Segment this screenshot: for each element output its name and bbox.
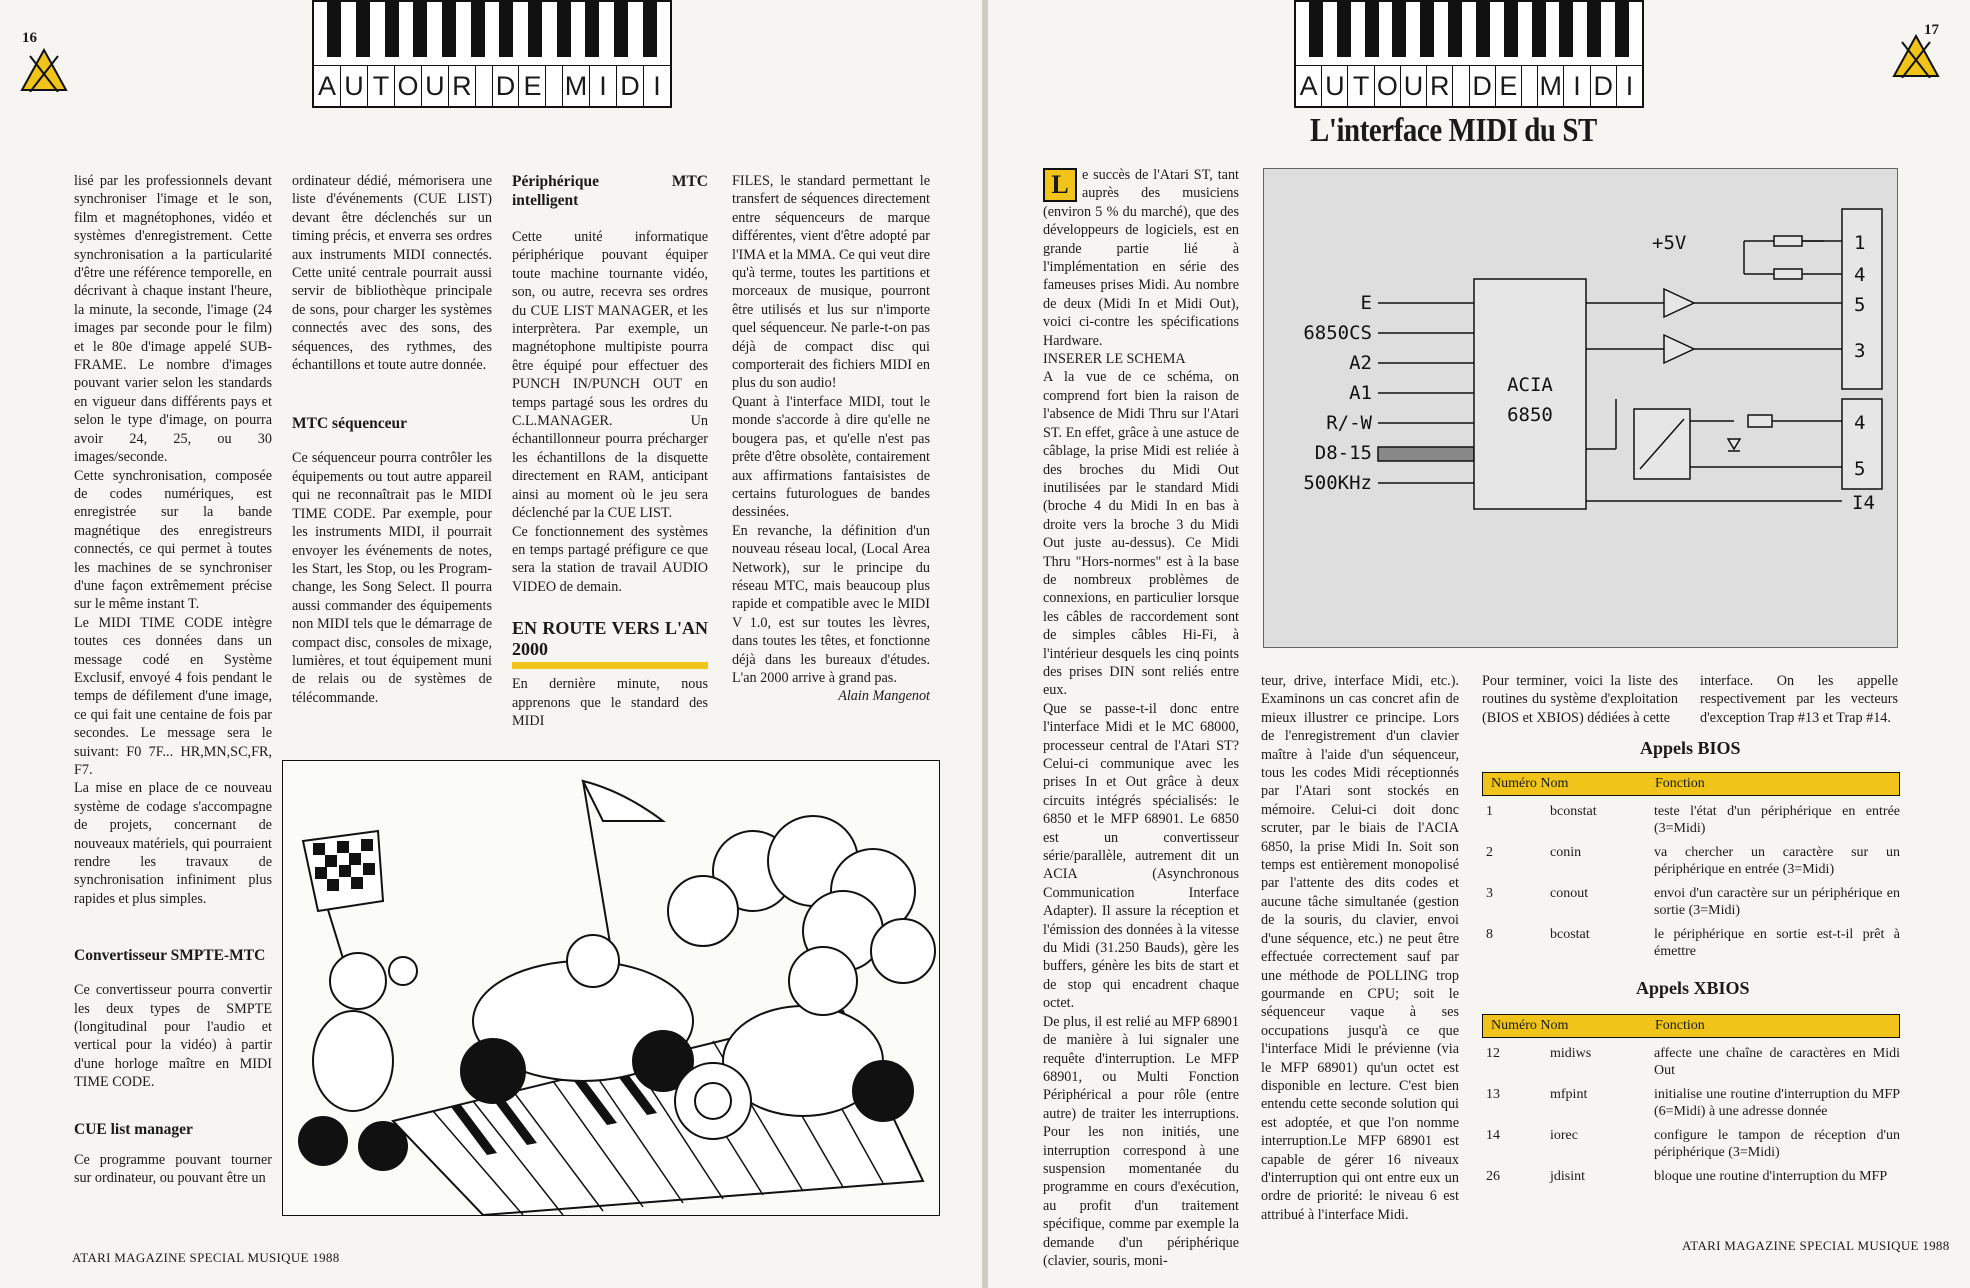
left-page — [0, 0, 982, 1288]
banner-letter: A — [314, 66, 341, 106]
banner-letter — [476, 66, 493, 106]
table-row — [1482, 844, 1900, 878]
bios-table — [1482, 772, 1900, 960]
header-fonction: Fonction — [1655, 776, 1705, 791]
article-column-2 — [292, 172, 492, 707]
banner-letter — [1522, 66, 1538, 106]
banner-letter: M — [1538, 66, 1564, 106]
banner-letter: O — [1375, 66, 1401, 106]
irq-label: I4 — [1852, 492, 1875, 514]
cell-fonction: bloque une routine d'interruption du MFP — [1654, 1169, 1888, 1184]
paragraph: Pour terminer, voici la liste des routines du système d'exploitation (BIOS et XBIOS) dédiées à cette — [1482, 673, 1678, 726]
banner-letter: R — [1427, 66, 1453, 106]
banner-letter: I — [590, 66, 617, 106]
triangle-logo-icon — [20, 48, 68, 92]
banner-letter: U — [1322, 66, 1348, 106]
banner-letter: T — [1348, 66, 1374, 106]
paragraph: En dernière minute, nous apprenons que le standard des MIDI — [512, 676, 708, 729]
paragraph: En revanche, la définition d'un nouveau réseau local, (Local Area Network), sur le principe du réseau MTC, mais beaucoup plus rapide et compatible avec le MIDI V 1.0, est sur toutes les lèvres, dans toutes les têtes, et fonctionne déjà dans les bureaux d'études. L'an 2000 arrive à grand pas. — [732, 522, 930, 686]
table-header — [1482, 772, 1900, 796]
header-num-nom: Numéro Nom — [1491, 776, 1569, 791]
subheading-peripherique: Périphérique MTC intelligent — [512, 173, 708, 209]
banner-letter: M — [563, 66, 590, 106]
signal-label: A1 — [1349, 382, 1372, 404]
out-pin-label: 3 — [1854, 340, 1866, 362]
header-fonction: Fonction — [1655, 1018, 1705, 1033]
cell-fonction: va chercher un caractère sur un périphérique en entrée (3=Midi) — [1654, 845, 1900, 877]
table-row — [1482, 1168, 1900, 1185]
chip-label: ACIA — [1507, 374, 1553, 396]
cell-num: 2 — [1486, 845, 1493, 860]
cell-num: 3 — [1486, 886, 1493, 901]
table-row — [1482, 1045, 1900, 1079]
cell-nom: bconstat — [1550, 804, 1597, 819]
paragraph: lisé par les professionnels devant synchroniser l'image et le son, film et magnétophones, vidéo et systèmes d'enregistrement. Cette synchronisation a la particularité d'être une référence temporelle, en décrivant à chaque instant l'heure, la minute, la seconde, l'image (24 images par seconde pour le film) et le 80e d'image appelé SUB-FRAME. Le nombre d'images pouvant varier selon les standards en vigueur dans différents pays et selon le type d'image, on pourra avoir 24, 25, ou 30 images/seconde. — [74, 173, 272, 466]
article-column-1 — [1043, 166, 1239, 1270]
cell-fonction: initialise une routine d'interruption du MFP (6=Midi) à une adresse donnée — [1654, 1087, 1900, 1119]
chip-label: 6850 — [1507, 404, 1553, 426]
banner-letter: A — [1296, 66, 1322, 106]
paragraph: La mise en place de ce nouveau système de codage s'accompagne de projets, concernant de nouveaux matériels, qui pourraient rendre les travaux de synchronisation infiniment plus rapides et plus simples. — [74, 780, 272, 907]
table-row — [1482, 803, 1900, 837]
signal-label: A2 — [1349, 352, 1372, 374]
signal-label: R/-W — [1326, 412, 1372, 434]
banner-letter: E — [519, 66, 546, 106]
article-title: L'interface MIDI du ST — [1310, 112, 1597, 149]
paragraph — [1043, 166, 1239, 350]
banner-letter: U — [341, 66, 368, 106]
banner-letter: R — [449, 66, 476, 106]
yellow-rule — [512, 662, 708, 669]
piano-keys-icon — [314, 2, 670, 57]
signal-label: D8-15 — [1314, 442, 1372, 464]
banner-letter: O — [395, 66, 422, 106]
paragraph: De plus, il est relié au MFP 68901 de manière à lui signaler une requête d'interruption. Le MFP 68901, ou Multi Fonction Périphérical a pour rôle (entre autre) de traiter les interruptions. Pour les non initiés, une interruption correspond à une suspension momentanée du programme en cours d'exécution, au profit d'un traitement spécifique, comme par exemple la demande d'un périphérique (clavier, souris, moni- — [1043, 1013, 1239, 1269]
midi-interface-schematic — [1263, 168, 1898, 648]
cell-nom: iorec — [1550, 1128, 1578, 1143]
cell-nom: jdisint — [1550, 1169, 1586, 1184]
cell-fonction: envoi d'un caractère sur un périphérique en sortie (3=Midi) — [1654, 886, 1900, 918]
cell-nom: bcostat — [1550, 927, 1590, 942]
cartoon-racers-icon — [283, 761, 939, 1215]
paragraph: interface. On les appelle respectivement par les vecteurs d'exception Trap #13 et Trap #14. — [1700, 673, 1898, 726]
banner-letter: D — [493, 66, 520, 106]
out-pin-label: 1 — [1854, 232, 1866, 254]
in-pin-label: 4 — [1854, 412, 1866, 434]
triangle-logo-icon — [1892, 34, 1940, 78]
paragraph: Le MIDI TIME CODE intègre toutes ces données dans un message codé en Système Exclusif, envoyé 4 fois pendant le temps de défilement d'une image, ce qui fait une centaine de fois par secondes. Le message sera le suivant: F0 7F... HR,MN,SC,FR, F7. — [74, 614, 272, 778]
banner-letter — [1453, 66, 1469, 106]
table-row — [1482, 885, 1900, 919]
paragraph: Ce programme pouvant tourner sur ordinateur, ou pouvant être un — [74, 1151, 272, 1187]
banner-letter: D — [617, 66, 644, 106]
bios-table-title: Appels BIOS — [1640, 738, 1741, 758]
cell-num: 12 — [1486, 1046, 1500, 1061]
article-column-2 — [1261, 672, 1459, 1224]
in-pin-label: 5 — [1854, 458, 1866, 480]
insert-note: INSERER LE SCHEMA — [1043, 351, 1186, 368]
piano-keys-icon — [1296, 2, 1642, 57]
banner-letter: T — [368, 66, 395, 106]
out-pin-label: 5 — [1854, 294, 1866, 316]
banner-letter: D — [1591, 66, 1617, 106]
cell-fonction: configure le tampon de réception d'un périphérique (3=Midi) — [1654, 1128, 1900, 1160]
cell-num: 8 — [1486, 927, 1493, 942]
xbios-table — [1482, 1014, 1900, 1185]
paragraph: Ce convertisseur pourra convertir les deux types de SMPTE (longitudinal pour l'audio et vertical pour la vidéo) à partir d'une horloge maître en MIDI TIME CODE. — [74, 982, 272, 1091]
autour-de-midi-banner — [1294, 0, 1644, 108]
article-column-3 — [512, 172, 708, 730]
paragraph: Que se passe-t-il donc entre l'interface Midi et le MC 68000, processeur central de l'Atari ST? Celui-ci communique avec les prises In et Out grâce à deux circuits intégrés spécialisés: le 6850 et le MFP 68901. Le 6850 est un convertisseur série/parallèle, autrement dit un ACIA (Asynchronous Communication Interface Adapter). Il assure la réception et l'émission des données à la vitesse du Midi (31.250 Bauds), gère les buffers, génère les bits de start et de stop qui encadrent chaque octet. — [1043, 700, 1239, 1012]
paragraph: Cette synchronisation, composée de codes numériques, est enregistrée sur la bande magnétique des enregistreurs connectés, ce qui permet à toutes les machines de se synchroniser d'une façon extrêmement précise sur le même instant T. — [74, 467, 272, 613]
author-signature: Alain Mangenot — [838, 688, 930, 705]
cell-fonction: affecte une chaîne de caractères en Midi Out — [1654, 1046, 1900, 1078]
paragraph: Ce séquenceur pourra contrôler les équipements ou tout autre appareil qui ne reconnaîtrait pas le MIDI TIME CODE. Par exemple, pour les instruments MIDI, il pourrait envoyer les événements de notes, les Start, les Stop, ou les Program-change, les Song Select. Il pourra aussi commander des équipements non MIDI tels que le démarrage de compact disc, consoles de mixage, lumières, et tout équipement muni de relais ou de systèmes de télécommande. — [292, 450, 492, 706]
cell-nom: conout — [1550, 886, 1589, 901]
table-row — [1482, 1127, 1900, 1161]
banner-letter: D — [1470, 66, 1496, 106]
cell-nom: midiws — [1550, 1046, 1592, 1061]
schematic-diagram — [1264, 169, 1897, 647]
paragraph-text: e succès de l'Atari ST, tant auprès des musiciens (environ 5 % du marché), que des développeurs de logiciels, est en grande partie lié à l'implémentation en série des fameuses prises Midi. Au nombre de deux (Midi In et Midi Out), voici ci-contre les spécifications Hardware. — [1043, 167, 1239, 349]
xbios-table-title: Appels XBIOS — [1636, 978, 1750, 998]
signal-label: 6850CS — [1303, 322, 1372, 344]
cell-num: 26 — [1486, 1169, 1500, 1184]
article-column-4 — [732, 172, 930, 706]
cartoon-illustration — [282, 760, 940, 1216]
table-row — [1482, 926, 1900, 960]
cell-nom: mfpint — [1550, 1087, 1588, 1102]
signal-label: 500KHz — [1303, 472, 1372, 494]
paragraph: Cette unité informatique périphérique pouvant équiper toute machine tournante vidéo, son, ou autre, recevra ses ordres du CUE LIST MANAGER, et les interprètera. Par exemple, un magnétophone multipiste pourra être équipé pour effectuer des PUNCH IN/PUNCH OUT en temps partagé sous les ordres du C.L.MANAGER. Un échantillonneur pourra précharger les échantillons de la disquette directement en RAM, anticipant ainsi au moment où le jeu sera déclenché par la CUE LIST. — [512, 229, 708, 522]
drop-cap: L — [1043, 168, 1077, 202]
supply-label: +5V — [1652, 232, 1687, 254]
header-num-nom: Numéro Nom — [1491, 1018, 1569, 1033]
banner-letter: I — [1625, 71, 1634, 101]
page-number: 16 — [22, 30, 37, 46]
banner-letters — [1296, 65, 1642, 106]
autour-de-midi-banner — [312, 0, 672, 108]
out-pin-label: 4 — [1854, 264, 1866, 286]
banner-letter: U — [422, 66, 449, 106]
cell-num: 13 — [1486, 1087, 1500, 1102]
banner-letter: E — [1496, 66, 1522, 106]
page-footer: ATARI MAGAZINE SPECIAL MUSIQUE 1988 — [1682, 1238, 1950, 1253]
subheading-mtc-sequenceur: MTC séquenceur — [292, 415, 407, 433]
subheading-cue-list: CUE list manager — [74, 1120, 193, 1138]
banner-letters — [314, 65, 670, 106]
banner-letter — [546, 66, 563, 106]
article-column-4 — [1700, 672, 1898, 727]
article-column-1 — [74, 172, 272, 1188]
article-column-3 — [1482, 672, 1678, 727]
page-number: 17 — [1924, 22, 1939, 38]
paragraph: ordinateur dédié, mémorisera une liste d'événements (CUE LIST) devant être déclenchés sur un timing précis, et enverra ses ordres aux instruments MIDI connectés. Cette unité centrale pourrait aussi servir de bibliothèque principale de sons, pour charger les systèmes connectés avec des sons, des séquences, des rythmes, des échantillons et toute autre donnée. — [292, 173, 492, 374]
signal-label: E — [1360, 292, 1372, 314]
banner-letter: I — [653, 71, 661, 101]
cell-num: 1 — [1486, 804, 1493, 819]
cell-num: 14 — [1486, 1128, 1500, 1143]
cell-nom: conin — [1550, 845, 1582, 860]
table-header — [1482, 1014, 1900, 1038]
banner-letter: I — [1564, 66, 1590, 106]
paragraph: FILES, le standard permettant le transfert de séquences directement entre séquenceurs de marque différentes, vient d'être adopté par l'IMA et la MMA. Ce qui veut dire qu'à terme, toutes les partitions et morceaux de musique, pourront être utilisés et lus sur n'importe quel séquenceur. Ne parle-t-on pas déjà de compact disc qui comporterait des fichiers MIDI en plus du son audio! — [732, 173, 931, 392]
paragraph: Quant à l'interface MIDI, tout le monde s'accorde à dire qu'elle ne bougera pas, et qu'elle n'est pas prête d'être obsolète, contairement aux affirmations fantaisistes de certains futurologues de bandes dessinées. — [732, 393, 930, 521]
cell-fonction: teste l'état d'un périphérique en entrée (3=Midi) — [1654, 804, 1900, 836]
banner-letter: U — [1401, 66, 1427, 106]
subheading-en-route: EN ROUTE VERS L'AN 2000 — [512, 618, 708, 660]
page-footer: ATARI MAGAZINE SPECIAL MUSIQUE 1988 — [72, 1250, 340, 1265]
paragraph: A la vue de ce schéma, on comprend fort bien la raison de l'absence de Midi Thru sur l'Atari ST. En effet, grâce à une astuce de câblage, la prise Midi est reliée à des broches du Midi Out inutilisées par le standard Midi (broche 4 du Midi In en bas à droite vers la broche 3 du Midi Out juste au-dessus). Ce Midi Thru "Hors-normes" est à la base de nombreux problèmes de connexions, en particulier lorsque les câbles de raccordement sont de simples câbles Hi-Fi, à l'intérieur desquels les cinq points des prises DIN sont reliés entre eux. — [1043, 369, 1239, 699]
paragraph: teur, drive, interface Midi, etc.). Examinons un cas concret afin de mieux illustrer ce principe. Lors de l'enregistrement d'un clavier maître à l'aide d'un séquenceur, tous les codes Midi réceptionnés par l'Atari sont stockés en mémoire. Celui-ci doit donc scruter, par le biais de l'ACIA 6850, la prise Midi In. Soit son temps est entièrement monopolisé par l'attente des dits codes et aucune tâche simultanée (gestion de la souris, du clavier, envoi d'une séquence, etc.) ne peut être effectuée correctement sauf par une méthode de POLLING trop gourmande en CPU; soit le séquenceur vaque à ses occupations jusqu'à ce que l'interface Midi le prévienne (via le MFP 68901) qu'un octet est disponible en lecture. C'est bien entendu cette seconde solution qui est adoptée, et que l'on nomme interruption.Le MFP 68901 est capable de gérer 16 niveaux d'interruption qui ont entre eux un ordre de priorité: le niveau 6 est attribué à l'interface Midi. — [1261, 673, 1459, 1223]
paragraph: Ce fonctionnement des systèmes en temps partagé préfigure ce que sera la station de travail AUDIO VIDEO de demain. — [512, 523, 708, 595]
subheading-convertisseur: Convertisseur SMPTE-MTC — [74, 947, 266, 965]
cell-fonction: le périphérique en sortie est-t-il prêt à émettre — [1654, 927, 1900, 959]
table-row — [1482, 1086, 1900, 1120]
